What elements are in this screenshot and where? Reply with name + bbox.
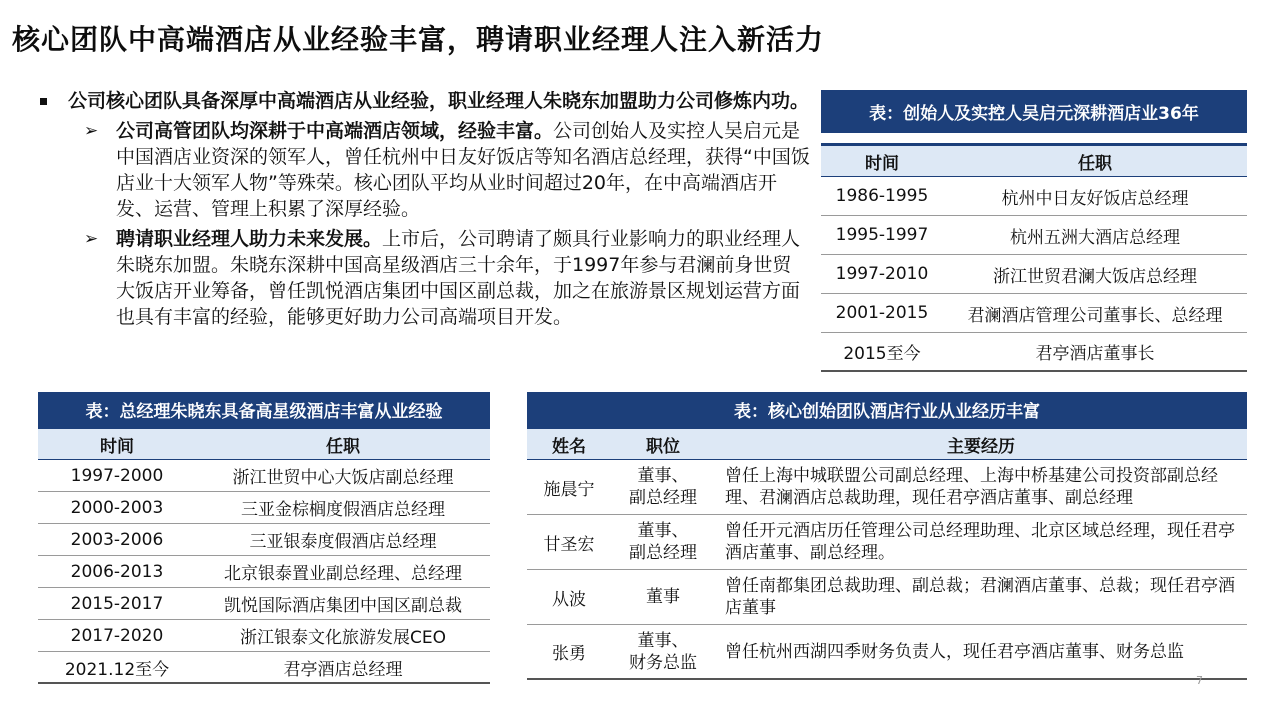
- table-cell: 董事、 副总经理: [629, 466, 697, 508]
- main-bullet: [38, 88, 810, 114]
- table-cell: 董事、 财务总监: [629, 630, 697, 673]
- table-cell: 浙江世贸中心大饭店副总经理: [232, 468, 454, 488]
- table-cell: 1995-1997: [835, 225, 929, 245]
- table-cell: 董事: [646, 587, 680, 607]
- arrow-bullet-icon: ➢: [84, 121, 99, 141]
- table-cell: 1986-1995: [835, 186, 929, 206]
- founder-table-header: [821, 143, 1247, 177]
- table-row: [38, 652, 490, 684]
- founder-table-title: 表：创始人及实控人吴启元深耕酒店业36年: [821, 90, 1247, 133]
- column-header-time: 时间: [865, 153, 899, 174]
- table-row: [38, 588, 490, 620]
- sub-bullet-text: 上市后，公司聘请了颇具行业影响力的职业经理人朱晓东加盟。朱晓东深耕中国高星级酒店三十余年，于1997年参与君澜前身世贸大饭店开业筹备，曾任凯悦酒店集团中国区副总裁，加之在旅游景区规划运营方面也具有丰富的经验，能够更好助力公司高端项目开发。: [116, 228, 801, 328]
- table-cell: 三亚银泰度假酒店总经理: [249, 532, 437, 552]
- table-cell: 浙江世贸君澜大饭店总经理: [993, 266, 1197, 287]
- column-header-experience: 主要经历: [947, 436, 1015, 457]
- table-cell: 2017-2020: [70, 625, 164, 646]
- founder-table: [821, 90, 1247, 372]
- square-bullet-icon: [40, 98, 47, 105]
- manager-table-header: [38, 426, 490, 460]
- table-cell: 曾任南都集团总裁助理、副总裁；君澜酒店董事、总裁；现任君亭酒店董事: [725, 576, 1235, 618]
- table-cell: 曾任开元酒店历任管理公司总经理助理、北京区域总经理，现任君亭酒店董事、副总经理。: [725, 521, 1235, 563]
- table-cell: 曾任上海中城联盟公司副总经理、上海中桥基建公司投资部副总经理、君澜酒店总裁助理，现任君亭酒店董事、副总经理: [725, 466, 1218, 508]
- table-cell: 2015至今: [843, 344, 921, 364]
- page-number: 7: [1196, 674, 1203, 687]
- table-row: [38, 460, 490, 492]
- table-cell: 君亭酒店总经理: [283, 659, 403, 680]
- manager-table-title: 表：总经理朱晓东具备高星级酒店丰富从业经验: [38, 392, 490, 426]
- table-cell: 曾任杭州西湖四季财务负责人，现任君亭酒店董事、财务总监: [725, 641, 1184, 662]
- column-header-time: 时间: [100, 436, 134, 457]
- table-row: [527, 625, 1247, 680]
- table-row: [821, 177, 1247, 216]
- page-title: 核心团队中高端酒店从业经验丰富，聘请职业经理人注入新活力: [12, 23, 825, 56]
- table-row: [38, 556, 490, 588]
- table-cell: 2001-2015: [835, 303, 929, 323]
- table-cell: 2000-2003: [70, 497, 164, 518]
- table-cell: 杭州中日友好饭店总经理: [1001, 188, 1189, 209]
- table-cell: 2003-2006: [70, 529, 164, 550]
- table-cell: 董事、 副总经理: [629, 521, 697, 563]
- table-row: [527, 515, 1247, 570]
- table-cell: 君澜酒店管理公司董事长、总经理: [967, 305, 1223, 326]
- table-row: [821, 333, 1247, 372]
- table-row: [527, 460, 1247, 515]
- table-cell: 君亭酒店董事长: [1035, 344, 1155, 364]
- table-row: [821, 294, 1247, 333]
- team-table: [527, 392, 1247, 680]
- sub-bullet-lead: 聘请职业经理人助力未来发展。: [116, 228, 383, 250]
- table-cell: 三亚金棕榈度假酒店总经理: [241, 500, 445, 520]
- table-cell: 2015-2017: [70, 593, 164, 614]
- team-table-title: 表：核心创始团队酒店行业从业经历丰富: [527, 392, 1247, 426]
- bullet-section: [38, 88, 810, 330]
- sub-bullet-2: [38, 226, 810, 330]
- table-cell: 浙江银泰文化旅游发展CEO: [240, 628, 446, 648]
- table-cell: 甘圣宏: [543, 534, 595, 555]
- column-header-position: 任职: [326, 436, 360, 457]
- table-cell: 凯悦国际酒店集团中国区副总裁: [224, 596, 462, 616]
- column-header-role: 职位: [646, 436, 680, 457]
- table-row: [821, 255, 1247, 294]
- table-cell: 施晨宁: [543, 479, 595, 500]
- table-row: [38, 524, 490, 556]
- column-header-name: 姓名: [552, 436, 586, 457]
- sub-bullet-text: 公司创始人及实控人吴启元是中国酒店业资深的领军人，曾任杭州中日友好饭店等知名酒店总经理，获得“中国饭店业十大领军人物”等殊荣。核心团队平均从业时间超过20年，在中高端酒店开发、运营、管理上积累了深厚经验。: [116, 120, 810, 220]
- table-row: [38, 620, 490, 652]
- main-bullet-text: 公司核心团队具备深厚中高端酒店从业经验，职业经理人朱晓东加盟助力公司修炼内功。: [68, 90, 810, 112]
- column-header-position: 任职: [1078, 153, 1112, 174]
- arrow-bullet-icon: ➢: [84, 229, 99, 249]
- table-cell: 2021.12至今: [64, 659, 170, 680]
- sub-bullet-1: [38, 118, 810, 222]
- table-cell: 从波: [552, 589, 586, 610]
- manager-table: [38, 392, 490, 684]
- table-cell: 1997-2010: [835, 264, 929, 284]
- table-cell: 张勇: [552, 644, 586, 664]
- table-cell: 2006-2013: [70, 561, 164, 582]
- table-cell: 北京银泰置业副总经理、总经理: [224, 564, 462, 584]
- table-row: [38, 492, 490, 524]
- team-table-header: [527, 426, 1247, 460]
- table-row: [527, 570, 1247, 625]
- table-cell: 1997-2000: [70, 465, 164, 486]
- table-row: [821, 216, 1247, 255]
- sub-bullet-lead: 公司高管团队均深耕于中高端酒店领域，经验丰富。: [116, 120, 554, 142]
- table-cell: 杭州五洲大酒店总经理: [1010, 227, 1180, 248]
